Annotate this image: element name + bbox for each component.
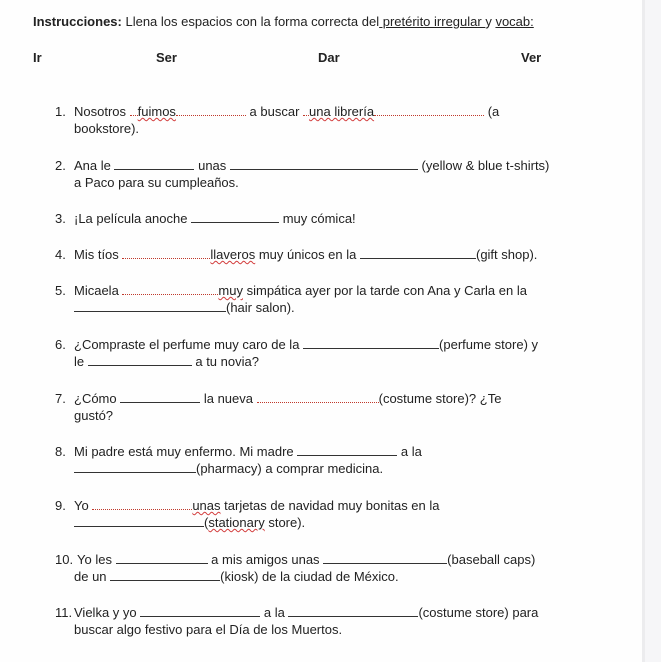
question-6 xyxy=(55,336,565,370)
question-2 xyxy=(55,157,565,191)
answer-blank[interactable] xyxy=(74,460,196,473)
question-text: Mi padre está muy enfermo. Mi madre xyxy=(74,444,298,459)
instructions-text: Llena los espacios con la forma correcta del xyxy=(121,14,380,29)
answer-blank[interactable] xyxy=(120,390,200,403)
question-7 xyxy=(55,390,565,424)
question-text: ¿Compraste el perfume muy caro de la xyxy=(74,337,304,352)
question-text: gustó? xyxy=(74,408,114,423)
answer-blank[interactable] xyxy=(74,514,204,527)
question-text: Yo les xyxy=(77,552,116,567)
question-text: (costume store)? ¿Te xyxy=(378,391,502,406)
question-10 xyxy=(55,551,565,585)
question-text: ¡La película anoche xyxy=(74,211,192,226)
instructions-label: Instrucciones: xyxy=(33,14,122,29)
question-number: 8. xyxy=(55,444,66,459)
question-text: Nosotros xyxy=(74,104,130,119)
question-9: 9. Yo unas tarjetas de navidad muy bonitas en la (stationary store). xyxy=(55,498,440,530)
verb-ser: Ser xyxy=(156,50,177,65)
question-3 xyxy=(55,210,565,227)
question-11 xyxy=(55,604,565,638)
answer-fuimos[interactable]: fuimos xyxy=(137,104,176,119)
answer-blank[interactable] xyxy=(323,551,447,564)
question-text: (gift shop). xyxy=(475,247,538,262)
answer-una-libreria[interactable]: una librería xyxy=(309,104,375,119)
answer-blank[interactable] xyxy=(122,246,210,259)
answer-blank[interactable] xyxy=(88,353,192,366)
question-text: (yellow & blue t-shirts) xyxy=(417,158,550,173)
question-5 xyxy=(55,282,565,316)
question-number: 10. xyxy=(55,552,74,567)
question-text: (perfume store) y xyxy=(439,337,539,352)
answer-blank[interactable] xyxy=(130,103,138,116)
instructions-underlined-vocab: vocab: xyxy=(495,14,534,29)
question-text: buscar algo festivo para el Día de los Muertos. xyxy=(74,622,343,637)
answer-blank[interactable] xyxy=(230,157,418,170)
answer-blank[interactable] xyxy=(92,497,192,510)
question-text: Micaela xyxy=(74,283,123,298)
question-text: a la xyxy=(260,605,289,620)
question-text: Yo xyxy=(74,498,93,513)
question-text: Ana le xyxy=(74,158,115,173)
question-text: de un xyxy=(74,569,111,584)
answer-blank[interactable] xyxy=(116,551,208,564)
question-number: 5. xyxy=(55,283,66,298)
answer-blank[interactable] xyxy=(191,210,279,223)
question-text: simpática ayer por la tarde con Ana y Carla en la xyxy=(242,283,527,298)
instructions-underlined-preterite: pretérito irregular xyxy=(379,14,486,29)
answer-blank[interactable] xyxy=(374,103,484,116)
question-number: 4. xyxy=(55,247,66,262)
question-text: a mis amigos unas xyxy=(207,552,324,567)
question-text: a buscar xyxy=(245,104,304,119)
question-text: (baseball caps) xyxy=(447,552,536,567)
question-text: tarjetas de navidad muy bonitas en la xyxy=(220,498,440,513)
question-number: 2. xyxy=(55,158,66,173)
question-number: 3. xyxy=(55,211,66,226)
answer-blank[interactable] xyxy=(122,282,218,295)
instructions xyxy=(33,14,534,29)
question-number: 7. xyxy=(55,391,66,406)
question-text: a la xyxy=(397,444,422,459)
question-text: a Paco para su cumpleaños. xyxy=(74,175,239,190)
question-text: unas xyxy=(194,158,230,173)
verb-ir: Ir xyxy=(33,50,42,65)
question-text: (costume store) para xyxy=(418,605,539,620)
instructions-text-mid: y xyxy=(485,14,496,29)
question-text: store). xyxy=(264,515,306,530)
answer-blank[interactable] xyxy=(288,604,418,617)
question-text: ¿Cómo xyxy=(74,391,121,406)
question-text: stationary xyxy=(208,515,265,530)
answer-blank[interactable] xyxy=(74,299,226,312)
question-text: Vielka y yo xyxy=(74,605,141,620)
answer-blank[interactable] xyxy=(176,103,246,116)
question-number: 6. xyxy=(55,337,66,352)
question-text: bookstore). xyxy=(74,121,140,136)
question-text: le xyxy=(74,354,88,369)
question-4 xyxy=(55,246,565,263)
scrollbar-track[interactable] xyxy=(642,0,661,662)
question-text: muy xyxy=(218,283,243,298)
question-1 xyxy=(55,103,565,137)
question-text: (kiosk) de la ciudad de México. xyxy=(220,569,399,584)
answer-blank[interactable] xyxy=(303,336,439,349)
verb-dar: Dar xyxy=(318,50,340,65)
question-text: (pharmacy) a comprar medicina. xyxy=(196,461,384,476)
question-number: 1. xyxy=(55,104,66,119)
question-number: 9. xyxy=(55,498,66,513)
question-text: la nueva xyxy=(200,391,257,406)
question-text: (a xyxy=(484,104,500,119)
question-text: muy únicos en la xyxy=(255,247,360,262)
question-text: muy cómica! xyxy=(279,211,356,226)
question-text: unas xyxy=(192,498,221,513)
answer-blank[interactable] xyxy=(257,390,379,403)
answer-blank[interactable] xyxy=(297,443,397,456)
verb-ver: Ver xyxy=(521,50,542,65)
question-text: llaveros xyxy=(210,247,256,262)
answer-blank[interactable] xyxy=(114,157,194,170)
question-text: Mis tíos xyxy=(74,247,123,262)
answer-blank[interactable] xyxy=(140,604,260,617)
answer-blank[interactable] xyxy=(360,246,476,259)
question-number: 11. xyxy=(55,605,73,620)
question-text: a tu novia? xyxy=(191,354,259,369)
question-8 xyxy=(55,443,565,477)
question-text: (hair salon). xyxy=(226,300,295,315)
answer-blank[interactable] xyxy=(110,568,220,581)
